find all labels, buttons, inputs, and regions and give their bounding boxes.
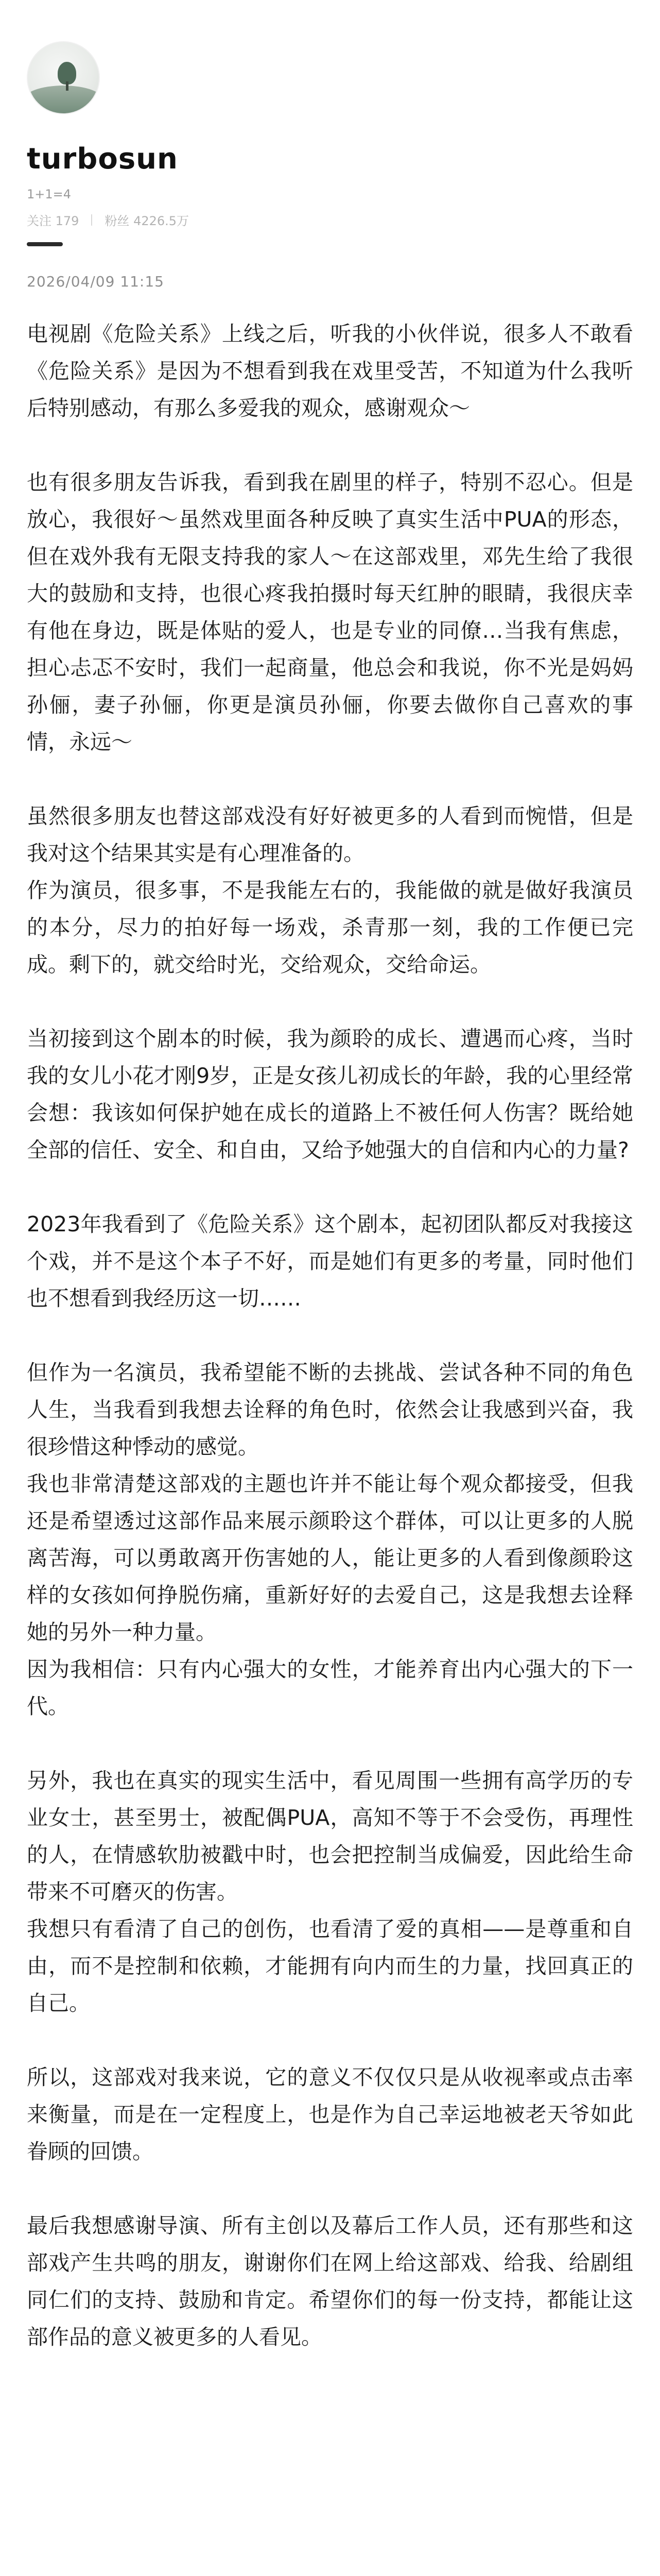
paragraph: 我也非常清楚这部戏的主题也许并不能让每个观众都接受，但我还是希望透过这部作品来展示颜聆这个群体，可以让更多的人脱离苦海，可以勇敢离开伤害她的人，能让更多的人看到像颜聆这样的女孩如何挣脱伤痛，重新好好的去爱自己，这是我想去诠释她的另外一种力量。 bbox=[27, 1471, 633, 1645]
stats-divider bbox=[91, 214, 92, 226]
profile-header bbox=[27, 41, 634, 229]
post-body bbox=[27, 315, 633, 2393]
following-count[interactable]: 关注 179 bbox=[27, 214, 79, 228]
paragraph: 当初接到这个剧本的时候，我为颜聆的成长、遭遇而心疼，当时我的女儿小花才刚9岁，正是女孩儿初成长的年龄，我的心里经常会想：我该如何保护她在成长的道路上不被任何人伤害？既给她全部的信任、安全、和自由，又给予她强大的自信和内心的力量? bbox=[27, 1026, 633, 1162]
paragraph: 另外，我也在真实的现实生活中，看见周围一些拥有高学历的专业女士，甚至男士，被配偶PUA，高知不等于不会受伤，再理性的人，在情感软肋被戳中时，也会把控制当成偏爱，因此给生命带来不可磨灭的伤害。 bbox=[27, 1768, 633, 1904]
followers-count[interactable]: 粉丝 4226.5万 bbox=[105, 214, 189, 228]
paragraph: 因为我相信：只有内心强大的女性，才能养育出内心强大的下一代。 bbox=[27, 1657, 633, 1719]
section-divider bbox=[27, 242, 63, 246]
paragraph: 但作为一名演员，我希望能不断的去挑战、尝试各种不同的角色人生，当我看到我想去诠释的角色时，依然会让我感到兴奋，我很珍惜这种悸动的感觉。 bbox=[27, 1360, 633, 1459]
paragraph: 最后我想感谢导演、所有主创以及幕后工作人员，还有那些和这部戏产生共鸣的朋友，谢谢你们在网上给这部戏、给我、给剧组同仁们的支持、鼓励和肯定。希望你们的每一份支持，都能让这部作品的意义被更多的人看见。 bbox=[27, 2213, 633, 2349]
avatar-hill-shape bbox=[27, 86, 100, 114]
paragraph: 虽然很多朋友也替这部戏没有好好被更多的人看到而惋惜，但是我对这个结果其实是有心理准备的。 bbox=[27, 804, 633, 866]
profile-stats bbox=[27, 211, 634, 229]
avatar[interactable] bbox=[27, 41, 100, 114]
paragraph: 也有很多朋友告诉我，看到我在剧里的样子，特别不忍心。但是放心，我很好～虽然戏里面各种反映了真实生活中PUA的形态，但在戏外我有无限支持我的家人～在这部戏里，邓先生给了我很大的鼓励和支持，也很心疼我拍摄时每天红肿的眼睛，我很庆幸有他在身边，既是体贴的爱人，也是专业的同僚…当我有焦虑，担心忐忑不安时，我们一起商量，他总会和我说，你不光是妈妈孙俪，妻子孙俪，你更是演员孙俪，你要去做你自己喜欢的事情，永远～ bbox=[27, 470, 633, 754]
username[interactable]: turbosun bbox=[27, 142, 178, 176]
post-date: 2026/04/09 11:15 bbox=[27, 273, 164, 290]
avatar-trunk-shape bbox=[66, 81, 68, 91]
paragraph: 所以，这部戏对我来说，它的意义不仅仅只是从收视率或点击率来衡量，而是在一定程度上，也是作为自己幸运地被老天爷如此眷顾的回馈。 bbox=[27, 2065, 633, 2164]
paragraph: 电视剧《危险关系》上线之后，听我的小伙伴说，很多人不敢看《危险关系》是因为不想看到我在戏里受苦，不知道为什么我听后特别感动，有那么多爱我的观众，感谢观众～ bbox=[27, 321, 633, 420]
paragraph: 2023年我看到了《危险关系》这个剧本，起初团队都反对我接这个戏，并不是这个本子不好，而是她们有更多的考量，同时他们也不想看到我经历这一切…… bbox=[27, 1212, 633, 1311]
user-handle: 1+1=4 bbox=[27, 187, 72, 201]
paragraph: 我想只有看清了自己的创伤，也看清了爱的真相——是尊重和自由，而不是控制和依赖，才能拥有向内而生的力量，找回真正的自己。 bbox=[27, 1917, 633, 2015]
paragraph: 作为演员，很多事，不是我能左右的，我能做的就是做好我演员的本分，尽力的拍好每一场戏，杀青那一刻，我的工作便已完成。剩下的，就交给时光，交给观众，交给命运。 bbox=[27, 878, 633, 977]
